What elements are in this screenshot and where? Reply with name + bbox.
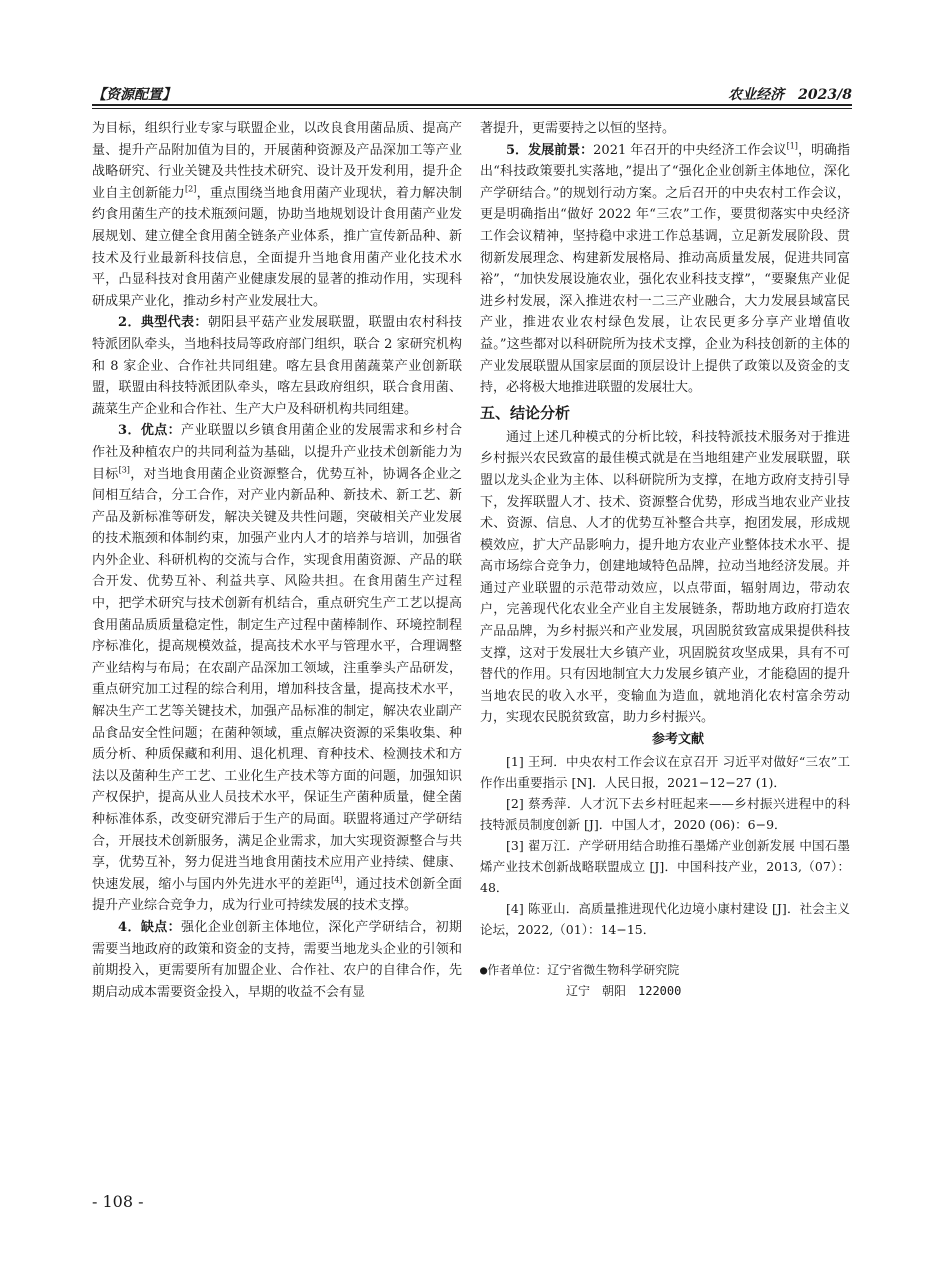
paragraph-prospects: 5．发展前景：2021 年召开的中央经济工作会议[1]，明确指出“科技政策要扎实落地，”提出了“强化企业创新主体地位，深化产学研结合。”的规划行动方案。之后召开的中央农村工作会议，更是明确指出“做好 2022 年“三农”工作，要贯彻落实中央经济工作会议精神，坚持稳中求进工作总基调，立足新发展阶段、贯彻新发展理念、构建新发展格局、推动高质量发展，促进共同富裕”，“加快发展设施农业，强化农业科技支撑”，“要聚焦产业促进乡村发展，深入推进农村一二三产业融合，大力发展县域富民产业，推进农业农村绿色发展，让农民更多分享产业增值收益。”这些都对以科研院所为技术支撑，企业为科技创新的主体的产业发展联盟从国家层面的顶层设计上提供了政策以及资金的支持，必将极大地推进联盟的发展壮大。 — [480, 141, 850, 396]
author-address: 辽宁 朝阳 122000 — [566, 984, 682, 999]
right-column — [480, 118, 850, 1002]
author-label: ●作者单位： — [480, 963, 548, 978]
para-label: 4．缺点： — [118, 919, 182, 935]
para-label: 2．典型代表： — [118, 315, 208, 331]
paragraph: 为目标，组织行业专家与联盟企业，以改良食用菌品质、提高产量、提升产品附加值为目的，开展菌种资源及产品深加工等产业战略研究、行业关键及共性技术研究、设计及开发利用，提升企业自主创新能力[2]，重点围绕当地食用菌产业现状，着力解决制约食用菌生产的技术瓶颈问题，协助当地规划设计食用菌产业发展规划、建立健全食用菌全链条产业体系，推广宣传新品种、新技术及行业最新科技信息，全面提升当地食用菌产业化技术水平，凸显科技对食用菌产业健康发展的显著的推动作用，实现科研成果产业化，推动乡村产业发展壮大。 — [92, 121, 462, 309]
journal-issue: 农业经济 2023/8 — [728, 87, 852, 103]
citation: [2] — [184, 184, 197, 194]
para-label: 5．发展前景： — [506, 142, 594, 158]
paragraph-typical: 2．典型代表：朝阳县平菇产业发展联盟，联盟由农村科技特派团队牵头，当地科技局等政府部门组织，联合 2 家研究机构和 8 家企业、合作社共同组建。喀左县食用菌蔬菜产业创新联盟，联盟由科技特派团队牵头，喀左县政府组织，联合食用菌、蔬菜生产企业和合作社、生产大户及科研机构共同组建。 — [92, 315, 462, 417]
header-rule-thin — [92, 108, 852, 109]
header-rule-thick — [92, 104, 852, 106]
page-number: - 108 - — [92, 1192, 144, 1211]
section-label: 【资源配置】 — [92, 87, 176, 103]
reference-item: [1] 王珂．中央农村工作会议在京召开 习近平对做好“三农”工作作出重要指示 [N]．人民日报，2021−12−27 (1)． — [480, 754, 850, 791]
para-label: 3．优点： — [118, 423, 182, 439]
left-column — [92, 118, 462, 1003]
paragraph: 著提升，更需要持之以恒的坚持。 — [480, 121, 676, 136]
reference-item: [3] 翟万江．产学研用结合助推石墨烯产业创新发展 中国石墨烯产业技术创新战略联盟成立 [J]．中国科技产业，2013,（07）：48． — [480, 838, 850, 896]
running-header — [92, 84, 852, 106]
paragraph-disadvantages: 4．缺点：强化企业创新主体地位，深化产学研结合，初期需要当地政府的政策和资金的支持，需要当地龙头企业的引领和前期投入，更需要所有加盟企业、合作社、农户的自律合作，先期启动成本需要资金投入，早期的收益不会有显 — [92, 919, 462, 1000]
citation: [3] — [118, 465, 130, 475]
references-title: 参考文献 — [651, 732, 704, 748]
author-affiliation — [480, 960, 850, 1002]
reference-item: [2] 蔡秀萍．人才沉下去乡村旺起来——乡村振兴进程中的科技特派员制度创新 [J]．中国人才，2020 (06)：6−9． — [480, 796, 850, 833]
paragraph-conclusion: 通过上述几种模式的分析比较，科技特派技术服务对于推进乡村振兴农民致富的最佳模式就是在当地组建产业发展联盟，联盟以龙头企业为主体、以科研院所为支撑，在地方政府支持引导下，发挥联盟人才、技术、资源整合优势，形成当地农业产业技术、资源、信息、人才的优势互补整合共享，抱团发展，形成规模效应，扩大产品影响力，提升地方农业产业整体技术水平、提高市场综合竞争力，创建地域特色品牌，拉动当地经济发展。并通过产业联盟的示范带动效应，以点带面，辐射周边，带动农户，完善现代化农业全产业自主发展链条，帮助地方政府打造农产品品牌，为乡村振兴和产业发展，巩固脱贫致富成果提供科技支撑，这对于发展壮大乡镇产业，巩固脱贫攻坚成果，具有不可替代的作用。只有因地制宜大力发展乡镇产业，才能稳固的提升当地农民的收入水平，变输血为造血，就地消化农村富余劳动力，实现农民脱贫致富，助力乡村振兴。 — [480, 429, 850, 726]
reference-item: [4] 陈亚山．高质量推进现代化边境小康村建设 [J]．社会主义论坛，2022,（01）：14−15． — [480, 901, 850, 938]
citation: [4] — [331, 875, 343, 885]
section-heading: 五、结论分析 — [480, 403, 571, 422]
paragraph-advantages: 3．优点：产业联盟以乡镇食用菌企业的发展需求和乡村合作社及种植农户的共同利益为基础，以提升产业技术创新能力为目标[3]，对当地食用菌企业资源整合，优势互补，协调各企业之间相互结合，分工合作，对产业内新品种、新技术、新工艺、新产品及新标准等研发，解决关键及共性问题，突破相关产业发展的技术瓶颈和体制约束，加强产业内人才的培养与培训，加强省内外企业、科研机构的交流与合作，实现食用菌资源、产品的联合开发、优势互补、利益共享、风险共担。在食用菌生产过程中，把学术研究与技术创新有机结合，重点研究生产工艺以提高食用菌品质质量稳定性，制定生产过程中菌棒制作、环境控制程序标准化，提高规模效益，提高技术水平与管理水平，合理调整产业结构与布局；在农副产品深加工领域，注重拳头产品研发，重点研究加工过程的综合利用，增加科技含量，提高技术水平，解决生产工艺等关键技术，加强产品标准的制定，解决农业副产品食品安全性问题；在菌种领域，重点解决资源的采集收集、种质分析、种质保藏和利用、退化机理、育种技术、检测技术和方法以及菌种生产工艺、工业化生产技术等方面的问题，加强知识产权保护，提高从业人员技术水平，保证生产菌种质量，健全菌种标准体系，改变研究滞后于生产的局面。联盟将通过产学研结合，开展技术创新服务，满足企业需求，加大实现资源整合与共享，优势互补，努力促进当地食用菌技术应用产业持续、健康、快速发展，缩小与国内外先进水平的差距[4]，通过技术创新全面提升产业综合竞争力，成为行业可持续发展的技术支撑。 — [92, 423, 462, 914]
citation: [1] — [786, 141, 798, 151]
author-org: 辽宁省微生物科学研究院 — [547, 963, 680, 978]
